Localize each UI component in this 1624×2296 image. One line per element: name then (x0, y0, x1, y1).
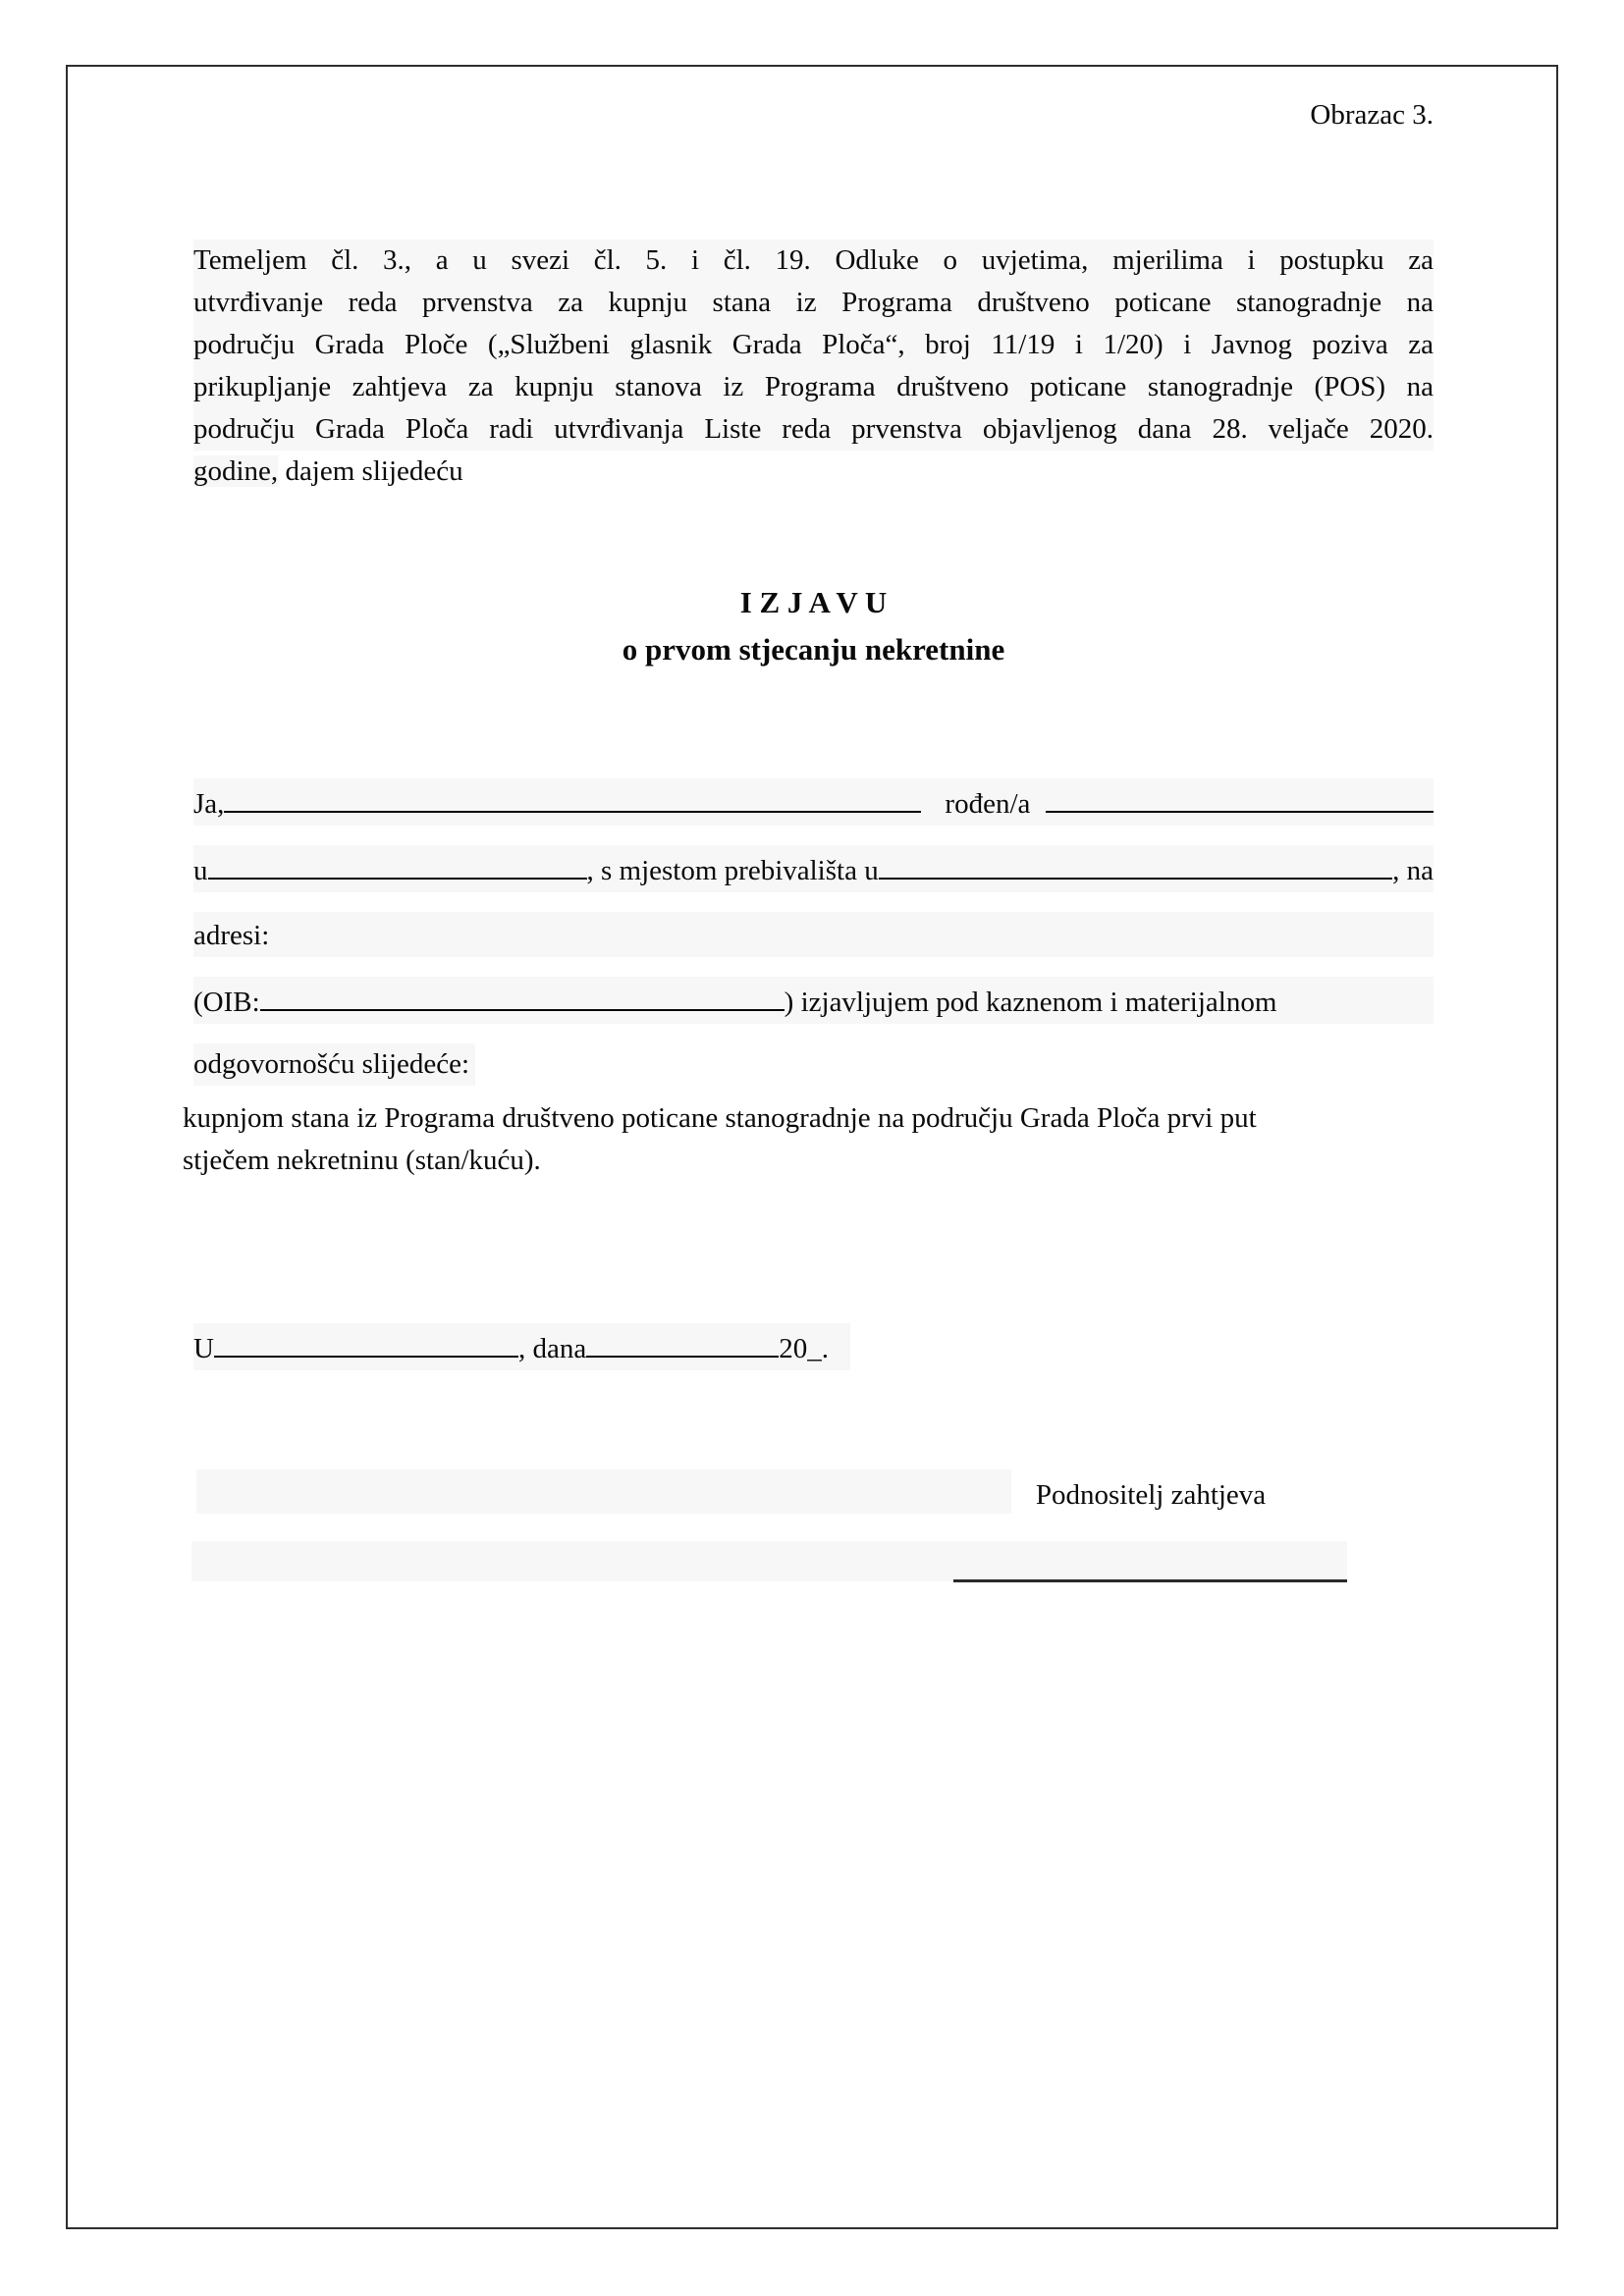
title-main: I Z J A V U (739, 585, 888, 619)
intro-line-1: Temeljem čl. 3., a u svezi čl. 5. i čl. 19. Odluke o uvjetima, mjerilima i postupku za (193, 240, 1434, 282)
responsibility-text: odgovornošću slijedeće: (193, 1048, 470, 1080)
intro-line-6-rest: dajem slijedeću (278, 455, 463, 487)
oib-blank-field[interactable] (260, 977, 785, 1011)
applicant-signature-label: Podnositelj zahtjeva (1035, 1479, 1267, 1511)
title-subtitle: o prvom stjecanju nekretnine (622, 632, 1005, 667)
birthdate-blank-field[interactable] (1046, 778, 1434, 813)
oib-suffix-text: ) izjavljujem pod kaznenom i materijalnom (784, 987, 1277, 1018)
name-blank-field[interactable] (224, 778, 921, 813)
intro-line-3: području Grada Ploče („Službeni glasnik Grada Ploča“, broj 11/19 i 1/20) i Javnog poziva za (193, 324, 1434, 366)
field-row-responsibility (193, 1043, 475, 1086)
intro-line-6 (193, 451, 1434, 493)
place-blank-field[interactable] (214, 1323, 518, 1358)
intro-line-6-highlight: godine, (193, 455, 279, 487)
declaration-line-2: stječem nekretninu (stan/kuću). (183, 1145, 541, 1176)
declaration-paragraph (183, 1097, 1449, 1182)
residence-label: , s mjestom prebivališta u (586, 855, 879, 886)
form-fields (193, 778, 1434, 1105)
born-label: rođen/a (945, 788, 1031, 820)
u-label: u (193, 855, 208, 886)
dana-label: , dana (517, 1333, 587, 1364)
intro-line-5: području Grada Ploča radi utvrđivanja Liste reda prvenstva objavljenog dana 28. veljače 2020. (193, 408, 1434, 451)
field-row-address (193, 912, 1434, 957)
declaration-line-1: kupnjom stana iz Programa društveno poticane stanogradnje na području Grada Ploča prvi put (183, 1102, 1257, 1134)
date-blank-field[interactable] (586, 1323, 779, 1358)
field-row-name (193, 778, 1434, 826)
signature-highlight-bar-2 (191, 1541, 1347, 1581)
year-text: 20_. (779, 1333, 829, 1364)
field-row-oib (193, 977, 1434, 1024)
field-row-residence (193, 845, 1434, 892)
na-label: , na (1392, 855, 1434, 886)
signature-line[interactable] (953, 1579, 1347, 1582)
ja-label: Ja, (193, 788, 225, 820)
place-u-label: U (193, 1333, 214, 1364)
intro-line-2: utvrđivanje reda prvenstva za kupnju stana iz Programa društveno poticane stanogradnje na (193, 282, 1434, 324)
address-blank-field[interactable] (269, 912, 1434, 944)
intro-paragraph (193, 240, 1434, 493)
oib-label: (OIB: (193, 987, 260, 1018)
intro-line-4: prikupljanje zahtjeva za kupnju stanova iz Programa društveno poticane stanogradnje (POS) na (193, 366, 1434, 408)
form-number-label: Obrazac 3. (1310, 99, 1434, 131)
birthplace-blank-field[interactable] (208, 845, 587, 880)
address-label: adresi: (193, 920, 270, 951)
document-title (193, 579, 1434, 673)
date-place-row (193, 1323, 850, 1370)
signature-highlight-bar-1 (196, 1469, 1011, 1514)
residence-blank-field[interactable] (879, 845, 1392, 880)
